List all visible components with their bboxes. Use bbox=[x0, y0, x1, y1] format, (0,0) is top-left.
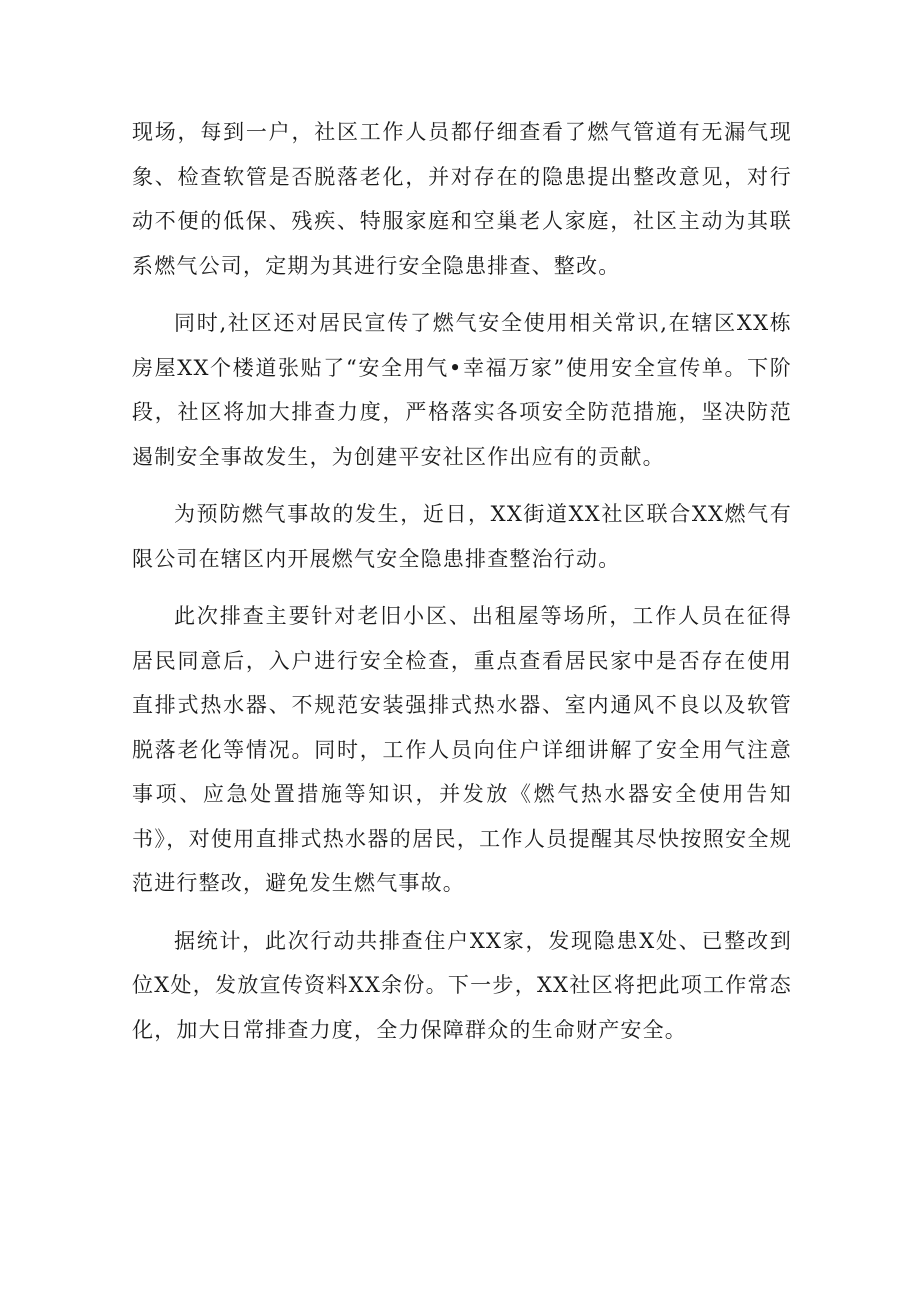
paragraph-5: 据统计，此次行动共排查住户XX家，发现隐患X处、已整改到位X处，发放宣传资料XX余份。下一步，XX社区将把此项工作常态化，加大日常排查力度，全力保障群众的生命财产安全。 bbox=[132, 928, 792, 1042]
paragraph-4: 此次排查主要针对老旧小区、出租屋等场所，工作人员在征得居民同意后，入户进行安全检查，重点查看居民家中是否存在使用直排式热水器、不规范安装强排式热水器、室内通风不良以及软管脱落老化等情况。同时，工作人员向住户详细讲解了安全用气注意事项、应急处置措施等知识，并发放《燃气热水器安全使用告知书》，对使用直排式热水器的居民，工作人员提醒其尽快按照安全规范进行整改，避免发生燃气事故。 bbox=[132, 604, 792, 895]
paragraph-2: 同时,社区还对居民宣传了燃气安全使用相关常识,在辖区XX栋房屋XX个楼道张贴了“安全用气•幸福万家”使用安全宣传单。下阶段，社区将加大排查力度，严格落实各项安全防范措施，坚决防范遏制安全事故发生，为创建平安社区作出应有的贡献。 bbox=[132, 311, 792, 469]
paragraph-1: 现场，每到一户，社区工作人员都仔细查看了燃气管道有无漏气现象、检查软管是否脱落老化，并对存在的隐患提出整改意见，对行动不便的低保、残疾、特服家庭和空巢老人家庭，社区主动为其联系燃气公司，定期为其进行安全隐患排查、整改。 bbox=[132, 120, 792, 278]
paragraph-3: 为预防燃气事故的发生，近日，XX街道XX社区联合XX燃气有限公司在辖区内开展燃气安全隐患排查整治行动。 bbox=[132, 502, 792, 571]
document-body bbox=[132, 110, 792, 1052]
